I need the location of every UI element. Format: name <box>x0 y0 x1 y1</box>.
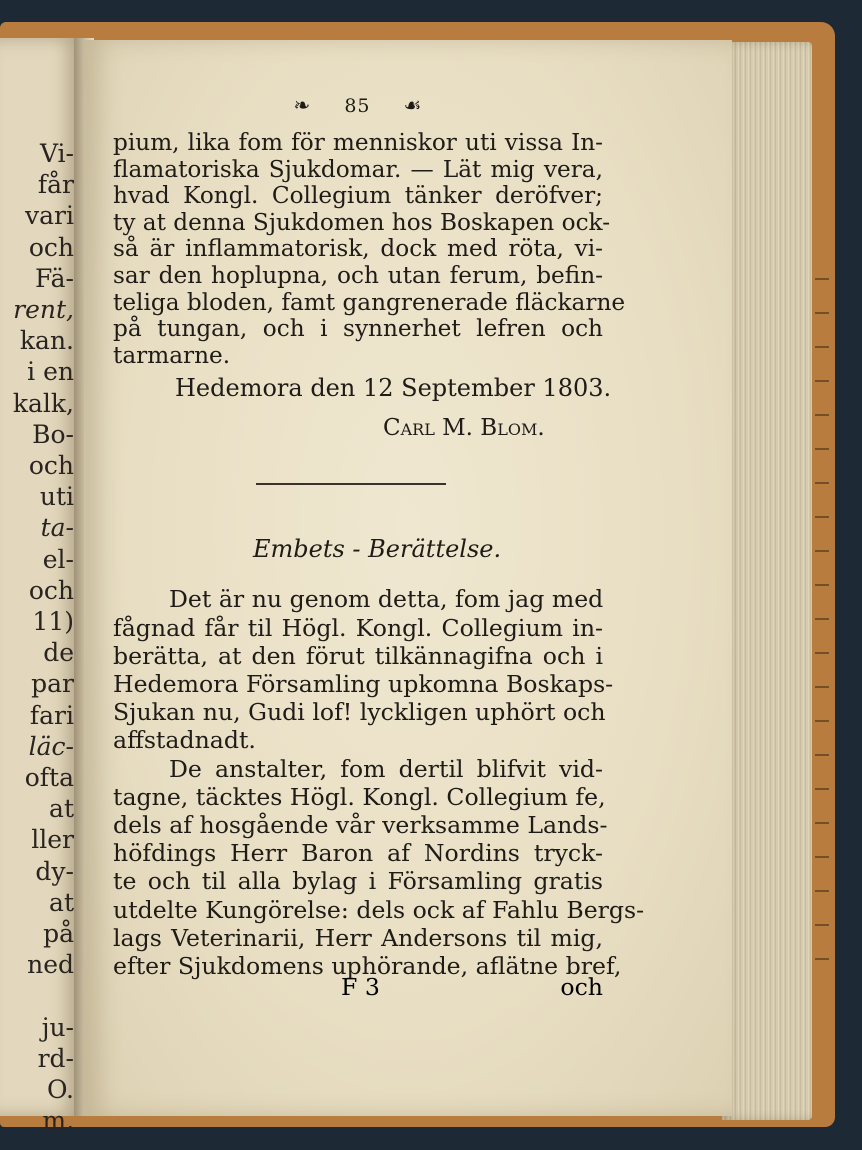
text-line: på tungan, och i synnerhet lefren och <box>113 315 603 343</box>
paragraph-continuation <box>113 129 626 369</box>
catchword: och <box>560 973 603 1001</box>
previous-page-fragment: uti <box>39 482 74 512</box>
previous-page-fragment: i en <box>27 357 74 387</box>
text-line: berätta, at den förut tilkännagifna och i <box>113 641 603 670</box>
text-line: efter Sjukdomens uphörande, aflätne bref, <box>113 951 622 980</box>
previous-page-fragment: och <box>28 232 74 262</box>
text-line: lags Veterinarii, Herr Andersons til mig, <box>113 923 603 952</box>
text-line: te och til alla bylag i Församling gratis <box>113 867 603 896</box>
previous-page-fragment: kan. <box>19 326 74 356</box>
previous-page-fragment: och <box>28 451 74 481</box>
previous-page-fragment: Bo- <box>32 419 74 449</box>
text-line: teliga bloden, famt gangrenerade fläckarne <box>113 288 626 316</box>
previous-page-fragment: läc- <box>28 731 74 761</box>
text-line: utdelte Kungörelse: dels ock af Fahlu Bergs- <box>113 895 645 924</box>
report-body <box>113 585 645 980</box>
text-line: fågnad får til Högl. Kongl. Collegium in- <box>113 613 603 642</box>
previous-page-fragment: 11) <box>32 607 74 637</box>
previous-page-fragment: vari <box>25 201 74 231</box>
signature: Carl M. Blom. <box>383 415 545 442</box>
text-line: Sjukan nu, Gudi lof! lyckligen uphört och <box>113 698 606 727</box>
text-line: affstadnadt. <box>113 726 256 755</box>
previous-page-text-fragments <box>13 138 74 1136</box>
previous-page-fragment: ofta <box>24 763 74 793</box>
previous-page-fragment: at <box>49 887 74 917</box>
text-line: flamatoriska Sjukdomar. — Lät mig vera, <box>113 155 603 183</box>
previous-page-fragment: m, <box>42 1106 74 1136</box>
previous-page-fragment: ju- <box>41 1012 74 1042</box>
text-line: Det är nu genom detta, fom jag med <box>169 585 604 614</box>
previous-page-fragment: Vi- <box>39 139 74 168</box>
previous-page-fragment: ller <box>31 825 74 855</box>
text-line: Hedemora Församling upkomna Boskaps- <box>113 669 614 698</box>
previous-page <box>0 38 82 1136</box>
left-ornament-icon: ❧ <box>293 93 312 117</box>
previous-page-fragment: at <box>49 794 74 824</box>
previous-page-fragment: dy- <box>35 856 74 886</box>
previous-page-fragment: kalk, <box>12 388 74 418</box>
previous-page-fragment <box>13 980 74 1011</box>
text-line: så är inflammatorisk, dock med röta, vi- <box>113 235 603 263</box>
page-header <box>113 92 603 118</box>
text-line: De anstalter, fom dertil blifvit vid- <box>169 754 603 783</box>
previous-page-fragment: fari <box>29 700 74 730</box>
previous-page-fragment: de <box>43 638 74 668</box>
page-number: 85 <box>344 95 371 117</box>
previous-page-fragment: och <box>28 575 74 605</box>
page-edges <box>722 42 812 1120</box>
previous-page-fragment: el- <box>42 544 74 574</box>
previous-page-fragment: rd- <box>37 1043 74 1073</box>
previous-page-fragment: ta- <box>40 513 74 543</box>
previous-page-fragment: på <box>43 919 74 949</box>
text-line: pium, lika fom för menniskor uti vissa In- <box>113 129 603 156</box>
right-ornament-icon: ☙ <box>403 93 423 117</box>
page-text <box>113 92 645 980</box>
previous-page-fragment: Fä- <box>34 263 74 293</box>
text-line: tarmarne. <box>113 341 231 369</box>
previous-page-fragment: får <box>37 170 74 200</box>
text-line: dels af hosgående vår verksamme Lands- <box>113 810 608 839</box>
previous-page-fragment: O. <box>47 1075 74 1105</box>
previous-page-fragment: ned <box>27 950 74 980</box>
text-line: sar den hoplupna, och utan ferum, befin- <box>113 261 603 289</box>
dateline: Hedemora den 12 September 1803. <box>175 374 612 403</box>
text-line: ty at denna Sjukdomen hos Boskapen ock- <box>113 208 611 236</box>
section-divider <box>256 483 446 485</box>
text-line: hvad Kongl. Collegium tänker deröfver; <box>113 182 603 210</box>
signature-mark: F 3 <box>341 973 380 1001</box>
previous-page-fragment: rent, <box>13 295 74 325</box>
text-line: tagne, täcktes Högl. Kongl. Collegium fe, <box>113 782 606 811</box>
spine-stitching <box>815 260 829 960</box>
page-footer <box>113 973 603 1001</box>
previous-page-fragment: par <box>31 669 74 699</box>
section-title: Embets - Berättelse. <box>253 535 502 564</box>
text-line: höfdings Herr Baron af Nordins tryck- <box>113 839 603 868</box>
